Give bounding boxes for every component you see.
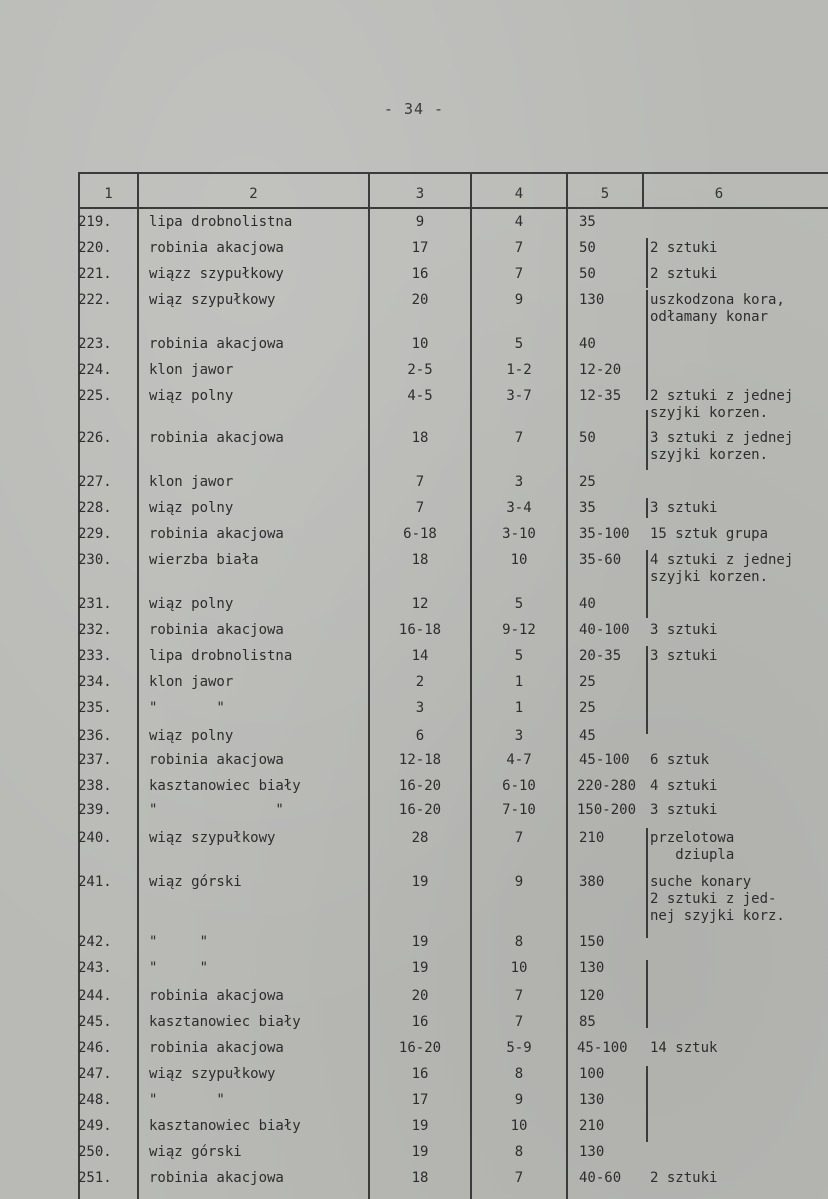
species-name: wiąz polny — [149, 728, 234, 744]
circumference-value: 120 — [579, 988, 605, 1004]
circumference-value: 40-60 — [579, 1170, 622, 1186]
height-value: 18 — [411, 1170, 429, 1186]
note-text: 2 sztuki z jednej szyjki korzen. — [650, 388, 794, 421]
height-value: 16 — [411, 266, 429, 282]
row-number: 243. — [78, 960, 112, 976]
height-value: 14 — [411, 648, 429, 664]
species-name: kasztanowiec biały — [149, 778, 301, 794]
species-name: " " — [149, 934, 209, 950]
circumference-value: 85 — [579, 1014, 596, 1030]
row-number: 226. — [78, 430, 112, 446]
height-value: 16-18 — [398, 622, 442, 638]
crown-value: 8 — [514, 1066, 524, 1082]
row-number: 236. — [78, 728, 112, 744]
crown-value: 7 — [514, 266, 524, 282]
row-number: 246. — [78, 1040, 112, 1056]
circumference-value: 40 — [579, 596, 596, 612]
circumference-value: 35 — [579, 214, 596, 230]
circumference-value: 40 — [579, 336, 596, 352]
species-name: wiąz górski — [149, 874, 242, 890]
column-divider-4 — [470, 172, 472, 1199]
row-number: 233. — [78, 648, 112, 664]
circumference-value: 220-280 — [577, 778, 637, 794]
circumference-value: 35-100 — [579, 526, 630, 542]
species-name: wiązz szypułkowy — [149, 266, 284, 282]
note-bracket — [646, 1066, 648, 1142]
note-text: 14 sztuk — [650, 1040, 718, 1056]
species-name: wierzba biała — [149, 552, 259, 568]
height-value: 10 — [411, 336, 429, 352]
height-value: 16-20 — [398, 778, 442, 794]
row-number: 231. — [78, 596, 112, 612]
height-value: 18 — [411, 552, 429, 568]
species-name: wiąz polny — [149, 388, 234, 404]
row-number: 228. — [78, 500, 112, 516]
crown-value: 3 — [514, 728, 524, 744]
circumference-value: 25 — [579, 700, 596, 716]
note-text: 2 sztuki — [650, 266, 718, 282]
row-number: 225. — [78, 388, 112, 404]
crown-value: 9-12 — [502, 622, 536, 638]
height-value: 19 — [411, 1118, 429, 1134]
crown-value: 7 — [514, 240, 524, 256]
row-number: 230. — [78, 552, 112, 568]
note-bracket — [646, 646, 648, 734]
height-value: 19 — [411, 874, 429, 890]
species-name: wiąz polny — [149, 500, 234, 516]
row-number: 222. — [78, 292, 112, 308]
species-name: robinia akacjowa — [149, 430, 284, 446]
row-number: 221. — [78, 266, 112, 282]
crown-value: 9 — [514, 874, 524, 890]
height-value: 7 — [415, 500, 425, 516]
column-header-3: 3 — [415, 186, 425, 202]
species-name: wiąz polny — [149, 596, 234, 612]
species-name: robinia akacjowa — [149, 1040, 284, 1056]
row-number: 224. — [78, 362, 112, 378]
row-number: 247. — [78, 1066, 112, 1082]
species-name: wiąz górski — [149, 1144, 242, 1160]
crown-value: 4 — [514, 214, 524, 230]
height-value: 17 — [411, 240, 429, 256]
height-value: 28 — [411, 830, 429, 846]
crown-value: 7 — [514, 1014, 524, 1030]
crown-value: 5 — [514, 648, 524, 664]
species-name: klon jawor — [149, 674, 234, 690]
circumference-value: 35-60 — [579, 552, 622, 568]
circumference-value: 150-200 — [577, 802, 637, 818]
circumference-value: 380 — [579, 874, 605, 890]
column-divider-2 — [137, 172, 139, 1199]
species-name: robinia akacjowa — [149, 988, 284, 1004]
note-text: uszkodzona kora, odłamany konar — [650, 292, 785, 325]
row-number: 227. — [78, 474, 112, 490]
height-value: 17 — [411, 1092, 429, 1108]
height-value: 19 — [411, 1144, 429, 1160]
column-header-1: 1 — [104, 186, 113, 202]
species-name: " " — [149, 960, 209, 976]
height-value: 3 — [415, 700, 425, 716]
column-header-4: 4 — [514, 186, 524, 202]
crown-value: 9 — [514, 292, 524, 308]
row-number: 223. — [78, 336, 112, 352]
height-value: 18 — [411, 430, 429, 446]
note-text: 3 sztuki — [650, 802, 718, 818]
crown-value: 4-7 — [506, 752, 532, 768]
crown-value: 7-10 — [502, 802, 536, 818]
page-number: - 34 - — [383, 100, 445, 118]
species-name: lipa drobnolistna — [149, 648, 293, 664]
height-value: 2 — [415, 674, 425, 690]
column-divider-3 — [368, 172, 370, 1199]
crown-value: 1-2 — [506, 362, 532, 378]
crown-value: 3-10 — [502, 526, 536, 542]
height-value: 16 — [411, 1066, 429, 1082]
column-header-6: 6 — [714, 186, 724, 202]
row-number: 237. — [78, 752, 112, 768]
species-name: lipa drobnolistna — [149, 214, 293, 230]
height-value: 9 — [415, 214, 425, 230]
note-bracket — [646, 828, 648, 938]
row-number: 242. — [78, 934, 112, 950]
crown-value: 10 — [510, 552, 528, 568]
note-bracket — [646, 290, 648, 400]
header-bottom-border — [78, 207, 828, 209]
column-divider-5 — [566, 172, 568, 1199]
note-bracket — [646, 498, 648, 518]
species-name: robinia akacjowa — [149, 1170, 284, 1186]
species-name: wiąz szypułkowy — [149, 830, 276, 846]
species-name: wiąz szypułkowy — [149, 292, 276, 308]
height-value: 19 — [411, 934, 429, 950]
species-name: robinia akacjowa — [149, 622, 284, 638]
species-name: klon jawor — [149, 362, 234, 378]
height-value: 20 — [411, 988, 429, 1004]
height-value: 6 — [415, 728, 425, 744]
species-name: " " — [149, 700, 225, 716]
note-text: suche konary 2 sztuki z jed- nej szyjki korz. — [650, 874, 785, 924]
height-value: 12 — [411, 596, 429, 612]
note-text: 4 sztuki — [650, 778, 718, 794]
circumference-value: 150 — [579, 934, 605, 950]
crown-value: 6-10 — [502, 778, 536, 794]
species-name: robinia akacjowa — [149, 240, 284, 256]
height-value: 20 — [411, 292, 429, 308]
species-name: robinia akacjowa — [149, 336, 284, 352]
height-value: 7 — [415, 474, 425, 490]
row-number: 239. — [78, 802, 112, 818]
crown-value: 3-4 — [506, 500, 532, 516]
crown-value: 1 — [514, 674, 524, 690]
species-name: robinia akacjowa — [149, 526, 284, 542]
note-text: 3 sztuki — [650, 648, 718, 664]
circumference-value: 100 — [579, 1066, 605, 1082]
height-value: 2-5 — [407, 362, 433, 378]
height-value: 16-20 — [398, 802, 442, 818]
crown-value: 7 — [514, 430, 524, 446]
note-text: 3 sztuki — [650, 622, 718, 638]
circumference-value: 130 — [579, 960, 605, 976]
note-bracket — [646, 550, 648, 618]
circumference-value: 45 — [579, 728, 596, 744]
species-name: robinia akacjowa — [149, 752, 284, 768]
note-bracket — [646, 960, 648, 1028]
circumference-value: 25 — [579, 474, 596, 490]
height-value: 6-18 — [403, 526, 437, 542]
row-number: 235. — [78, 700, 112, 716]
row-number: 241. — [78, 874, 112, 890]
circumference-value: 210 — [579, 1118, 605, 1134]
crown-value: 9 — [514, 1092, 524, 1108]
note-bracket — [646, 238, 648, 288]
height-value: 19 — [411, 960, 429, 976]
crown-value: 3 — [514, 474, 524, 490]
circumference-value: 210 — [579, 830, 605, 846]
column-header-5: 5 — [600, 186, 610, 202]
row-number: 249. — [78, 1118, 112, 1134]
note-bracket — [646, 410, 648, 470]
crown-value: 7 — [514, 1170, 524, 1186]
circumference-value: 130 — [579, 292, 605, 308]
row-number: 219. — [78, 214, 112, 230]
height-value: 16 — [411, 1014, 429, 1030]
crown-value: 3-7 — [506, 388, 532, 404]
crown-value: 7 — [514, 988, 524, 1004]
species-name: kasztanowiec biały — [149, 1014, 301, 1030]
species-name: wiąz szypułkowy — [149, 1066, 276, 1082]
circumference-value: 50 — [579, 430, 596, 446]
circumference-value: 12-35 — [579, 388, 622, 404]
row-number: 229. — [78, 526, 112, 542]
crown-value: 8 — [514, 934, 524, 950]
note-text: 2 sztuki — [650, 1170, 718, 1186]
row-number: 240. — [78, 830, 112, 846]
circumference-value: 45-100 — [577, 1040, 628, 1056]
crown-value: 1 — [514, 700, 524, 716]
species-name: klon jawor — [149, 474, 234, 490]
row-number: 244. — [78, 988, 112, 1004]
circumference-value: 130 — [579, 1092, 605, 1108]
row-number: 238. — [78, 778, 112, 794]
circumference-value: 35 — [579, 500, 596, 516]
circumference-value: 50 — [579, 240, 596, 256]
circumference-value: 40-100 — [579, 622, 630, 638]
column-header-2: 2 — [249, 186, 258, 202]
row-number: 245. — [78, 1014, 112, 1030]
note-text: 6 sztuk — [650, 752, 710, 768]
row-number: 232. — [78, 622, 112, 638]
row-number: 250. — [78, 1144, 112, 1160]
note-text: przelotowa dziupla — [650, 830, 735, 863]
circumference-value: 20-35 — [579, 648, 622, 664]
table-top-border — [78, 172, 828, 174]
circumference-value: 25 — [579, 674, 596, 690]
row-number: 234. — [78, 674, 112, 690]
crown-value: 7 — [514, 830, 524, 846]
row-number: 251. — [78, 1170, 112, 1186]
circumference-value: 130 — [579, 1144, 605, 1160]
species-name: " " — [149, 802, 284, 818]
circumference-value: 45-100 — [579, 752, 630, 768]
note-text: 4 sztuki z jednej szyjki korzen. — [650, 552, 794, 585]
note-text: 3 sztuki z jednej szyjki korzen. — [650, 430, 794, 463]
crown-value: 8 — [514, 1144, 524, 1160]
crown-value: 10 — [510, 1118, 528, 1134]
crown-value: 5 — [514, 336, 524, 352]
circumference-value: 50 — [579, 266, 596, 282]
circumference-value: 12-20 — [579, 362, 622, 378]
crown-value: 10 — [510, 960, 528, 976]
species-name: " " — [149, 1092, 225, 1108]
note-text: 2 sztuki — [650, 240, 718, 256]
note-text: 3 sztuki — [650, 500, 718, 516]
height-value: 4-5 — [407, 388, 433, 404]
note-text: 15 sztuk grupa — [650, 526, 769, 542]
height-value: 12-18 — [398, 752, 442, 768]
row-number: 220. — [78, 240, 112, 256]
row-number: 248. — [78, 1092, 112, 1108]
crown-value: 5 — [514, 596, 524, 612]
species-name: kasztanowiec biały — [149, 1118, 301, 1134]
height-value: 16-20 — [398, 1040, 442, 1056]
crown-value: 5-9 — [506, 1040, 532, 1056]
